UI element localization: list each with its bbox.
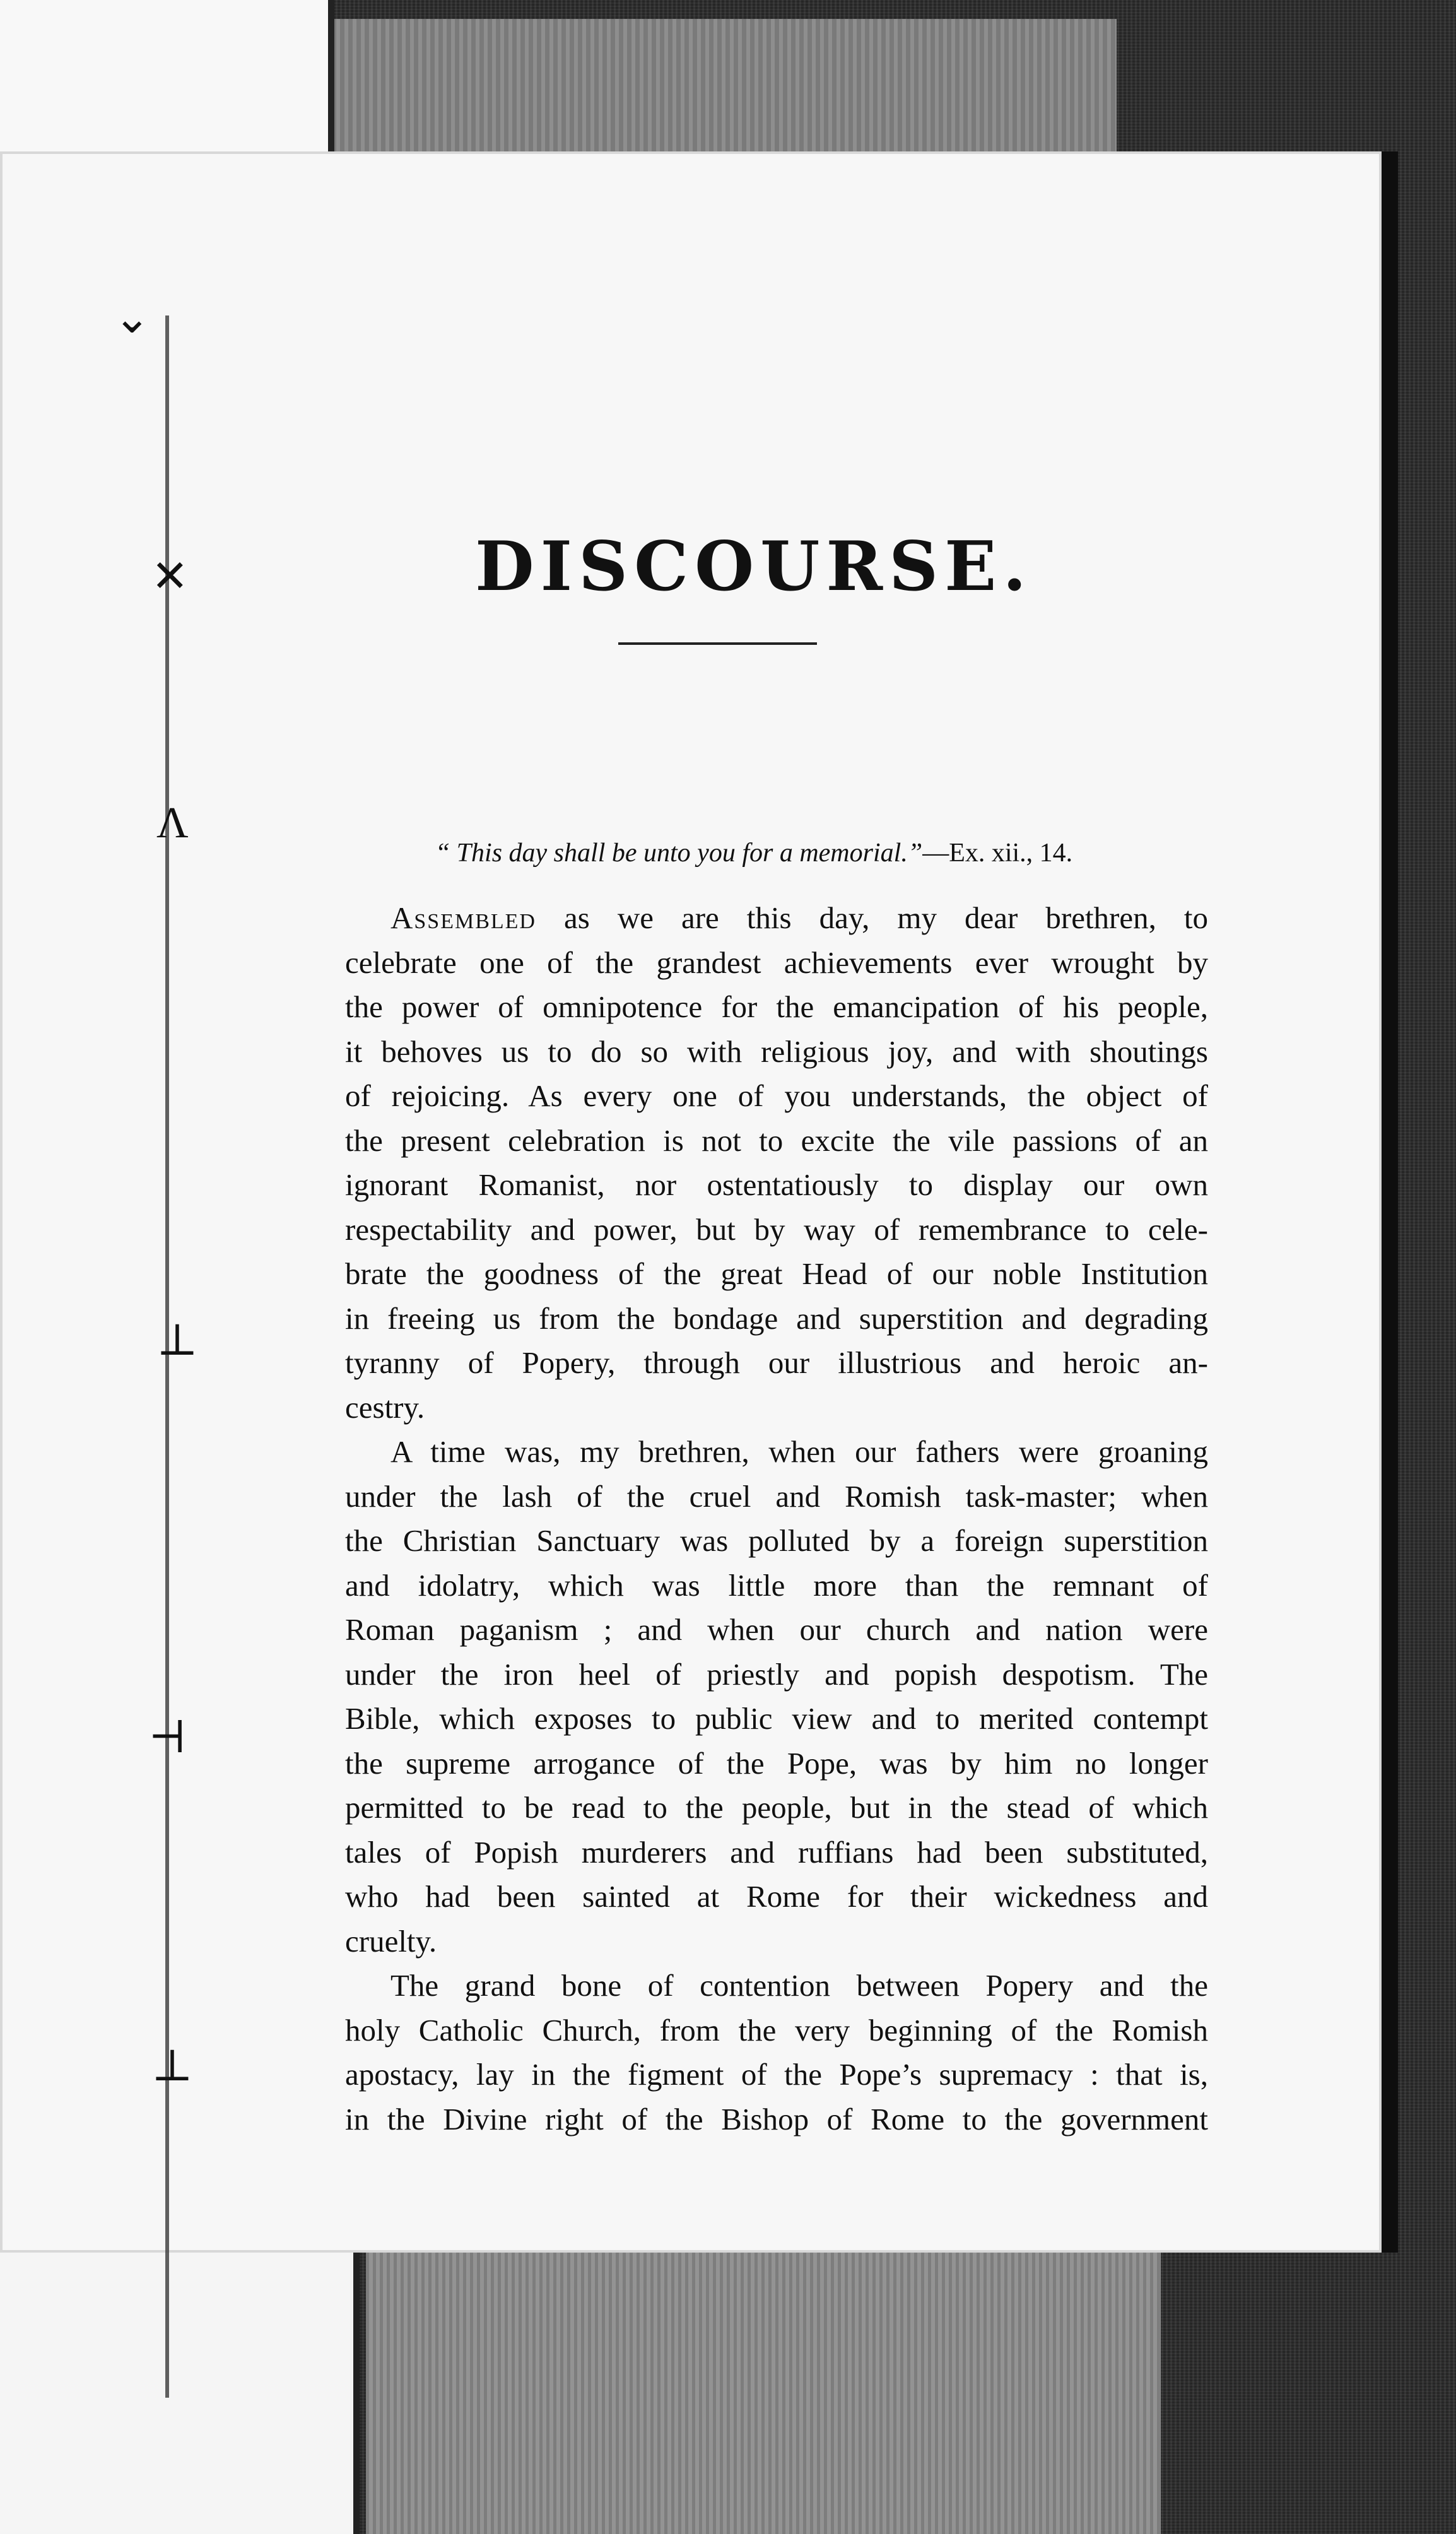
text-line: tales of Popish murderers and ruffians had been substituted, [345,1834,1208,1870]
text-line: The grand bone of contention between Popery and the [390,1968,1208,2003]
text-line: the power of omnipotence for the emancipation of his people, [345,989,1208,1024]
document-page [0,151,1398,2253]
text-line: tyranny of Popery, through our illustrious and heroic an- [345,1345,1208,1380]
text-line: of rejoicing. As every one of you understands, the object of [345,1078,1208,1113]
text-line: Roman paganism ; and when our church and nation were [345,1612,1208,1647]
text-line: brate the goodness of the great Head of our noble Institution [345,1256,1208,1291]
text-line: who had been sainted at Rome for their wickedness and [345,1879,1208,1914]
body-text [300,896,1208,2142]
scan-lower-band [366,2234,1161,2534]
text-line: cestry. [345,1389,425,1425]
text-line: under the iron heel of priestly and popish despotism. The [345,1656,1208,1692]
stitch-mark-icon: ⌄ [114,294,151,343]
text-line: permitted to be read to the people, but in the stead of which [345,1790,1208,1825]
text-line: celebrate one of the grandest achievements ever wrought by [345,945,1208,980]
text-line: holy Catholic Church, from the very beginning of the Romish [345,2012,1208,2048]
scan-upper-band [328,19,1117,164]
text-line: and idolatry, which was little more than the remnant of [345,1567,1208,1603]
epigraph-quote: “ This day shall be unto you for a memorial.” [435,839,923,868]
text-line: A time was, my brethren, when our fathers were groaning [390,1434,1208,1469]
text-line: ignorant Romanist, nor ostentatiously to display our own [345,1167,1208,1202]
binding-tab-top [0,0,334,164]
epigraph-reference: —Ex. xii., 14. [922,839,1073,868]
text-line: apostacy, lay in the figment of the Pope’s supremacy : that is, [345,2057,1208,2092]
text-line: in freeing us from the bondage and superstition and degrading [345,1300,1208,1336]
stitch-mark-icon: ✕ [151,553,189,601]
stitch-mark-icon: ⊣ [148,1714,187,1762]
lead-word: Assembled [390,900,536,935]
epigraph [300,838,1208,868]
page-title: DISCOURSE. [474,527,1033,606]
text-line: respectability and power, but by way of remembrance to cele- [345,1211,1208,1247]
binding-tab-bottom [0,2246,360,2534]
text-line: Assembled as we are this day, my dear brethren, to [390,900,1208,935]
text-line: the present celebration is not to excite the vile passions of an [345,1123,1208,1158]
stitch-mark-icon: ⊥ [156,1316,198,1365]
text-line: under the lash of the cruel and Romish task-master; when [345,1478,1208,1514]
stitch-mark-icon: Λ [156,799,189,847]
paragraph [300,1964,1208,2142]
stitch-mark-icon: ⊥ [151,2042,193,2090]
title-rule [618,642,817,645]
paragraph [300,1430,1208,1964]
text-line: the supreme arrogance of the Pope, was by him no longer [345,1745,1208,1781]
text-line: the Christian Sanctuary was polluted by a foreign superstition [345,1523,1208,1558]
paragraph [300,896,1208,1430]
text-line: it behoves us to do so with religious joy, and with shoutings [345,1034,1208,1069]
text-line: cruelty. [345,1923,437,1959]
text-line: in the Divine right of the Bishop of Rome to the government [345,2101,1208,2136]
text-line: Bible, which exposes to public view and to merited contempt [345,1701,1208,1736]
